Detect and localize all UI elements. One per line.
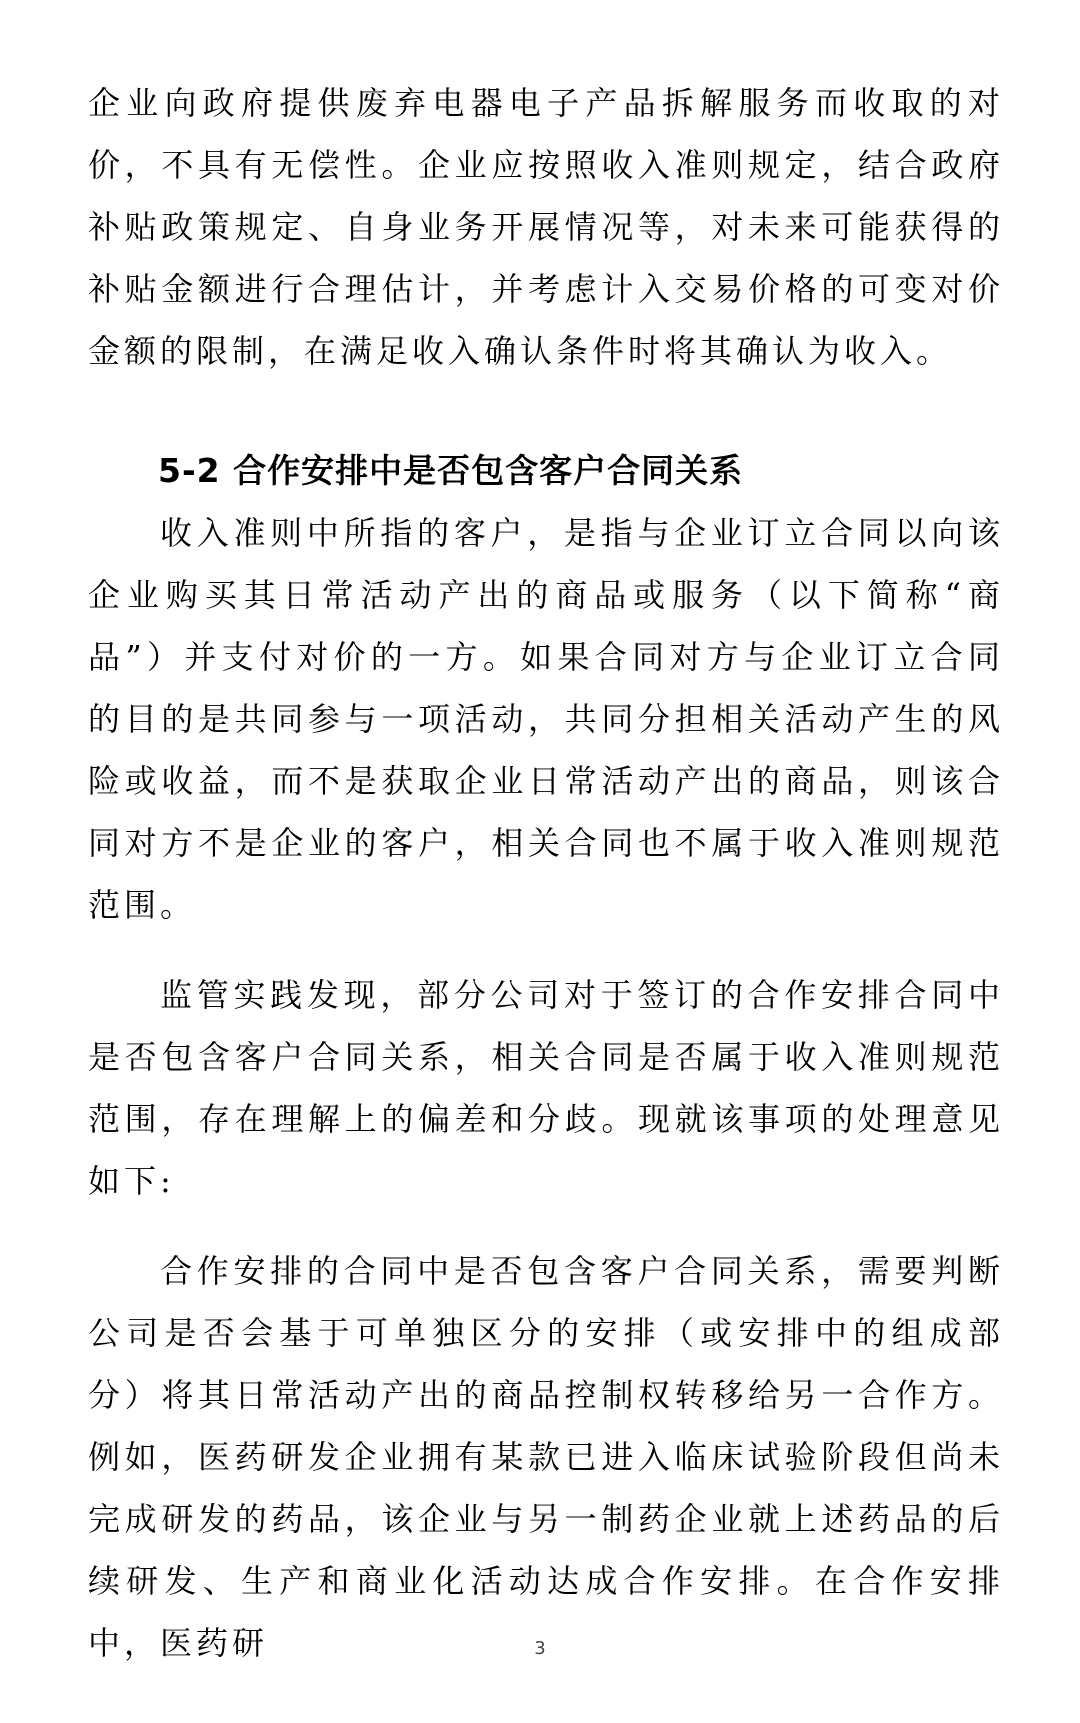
paragraph-cooperation-arrangement: 合作安排的合同中是否包含客户合同关系，需要判断公司是否会基于可单独区分的安排（或安排中的组成部分）将其日常活动产出的商品控制权转移给另一合作方。例如，医药研发企业拥有某款已进入临床试验阶段但尚未完成研发的药品，该企业与另一制药企业就上述药品的后续研发、生产和商业化活动达成合作安排。在合作安排中，医药研	[88, 1252, 1004, 1662]
paragraph-continuation: 企业向政府提供废弃电器电子产品拆解服务而收取的对价，不具有无偿性。企业应按照收入准则规定，结合政府补贴政策规定、自身业务开展情况等，对未来可能获得的补贴金额进行合理估计，并考虑计入交易价格的可变对价金额的限制，在满足收入确认条件时将其确认为收入。	[88, 84, 1004, 370]
section-heading: 5-2 合作安排中是否包含客户合同关系	[158, 451, 744, 490]
paragraph-customer-definition: 收入准则中所指的客户，是指与企业订立合同以向该企业购买其日常活动产出的商品或服务（以下简称“商品”）并支付对价的一方。如果合同对方与企业订立合同的目的是共同参与一项活动，共同分担相关活动产生的风险或收益，而不是获取企业日常活动产出的商品，则该合同对方不是企业的客户，相关合同也不属于收入准则规范范围。	[88, 514, 1004, 924]
page-number: 3	[534, 1638, 546, 1659]
paragraph-regulatory-practice: 监管实践发现，部分公司对于签订的合作安排合同中是否包含客户合同关系，相关合同是否属于收入准则规范范围，存在理解上的偏差和分歧。现就该事项的处理意见如下:	[88, 976, 1004, 1200]
